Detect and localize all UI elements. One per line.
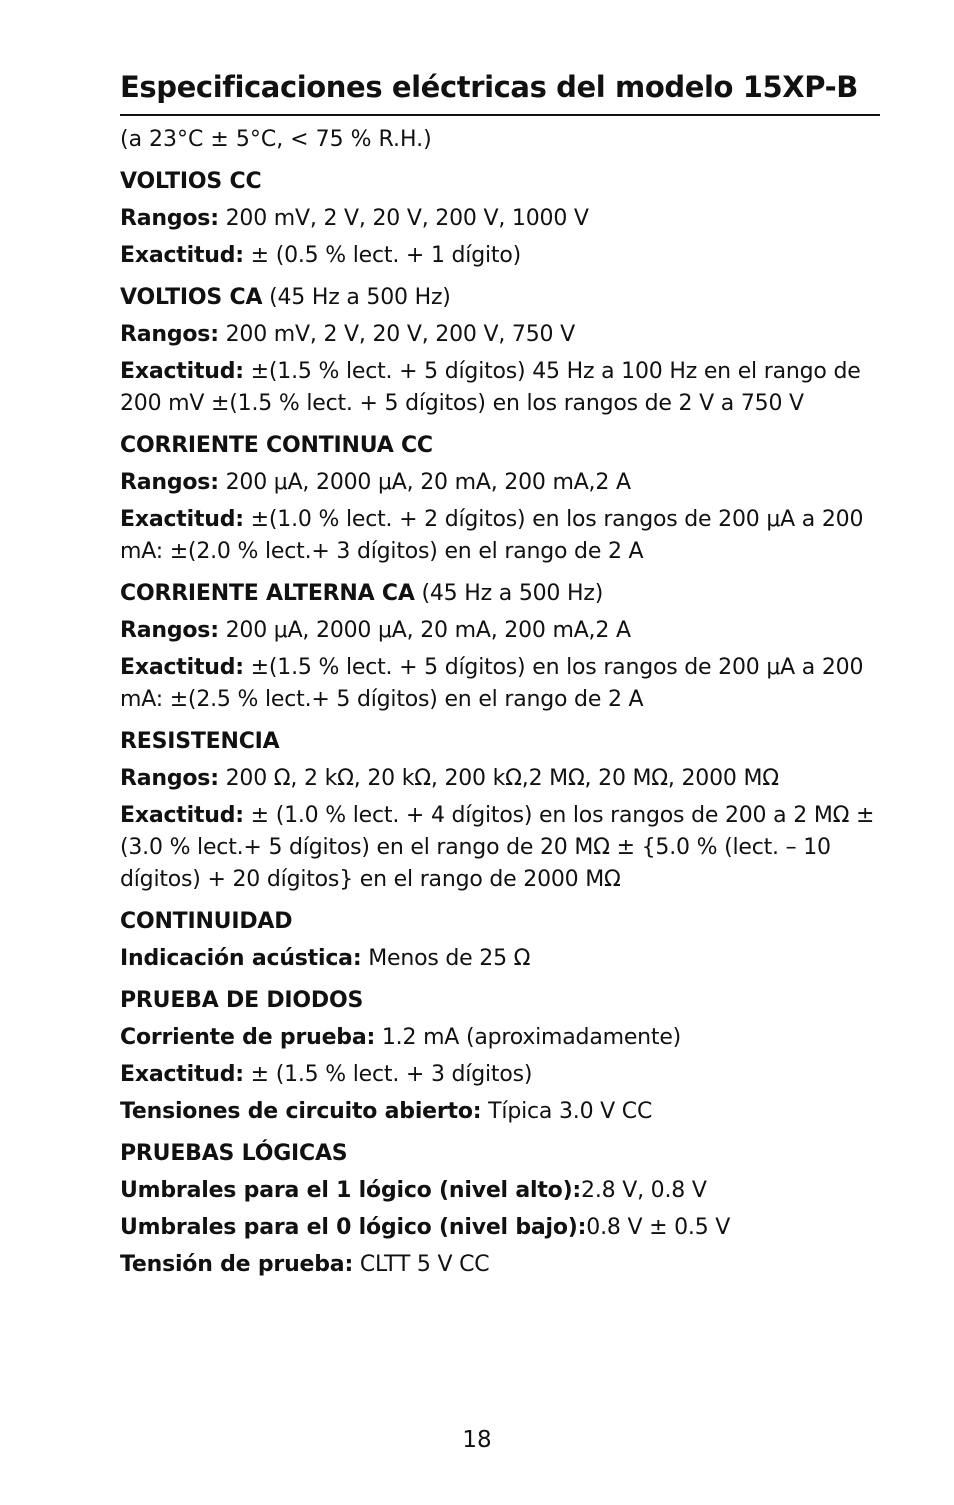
spec-ranges — [120, 615, 880, 647]
spec-accuracy — [120, 504, 880, 568]
section-prueba-diodos — [120, 985, 880, 1128]
section-heading-row — [120, 578, 880, 610]
spec-logic-low — [120, 1212, 880, 1244]
spec-accuracy — [120, 240, 880, 272]
section-heading-note: (45 Hz a 500 Hz) — [262, 285, 451, 310]
spec-label: Tensión de prueba: — [120, 1252, 354, 1277]
page-title: Especificaciones eléctricas del modelo 15XP-B — [120, 70, 858, 104]
section-voltios-ca — [120, 282, 880, 420]
spec-label: Rangos: — [120, 618, 219, 643]
spec-label: Rangos: — [120, 766, 219, 791]
spec-value: 200 mV, 2 V, 20 V, 200 V, 1000 V — [218, 206, 589, 231]
spec-label: Umbrales para el 1 lógico (nivel alto): — [120, 1178, 582, 1203]
spec-label: Exactitud: — [120, 1062, 244, 1087]
section-heading: CORRIENTE ALTERNA CA — [120, 581, 415, 606]
spec-ranges — [120, 763, 880, 795]
spec-open-circuit — [120, 1096, 880, 1128]
section-pruebas-logicas — [120, 1138, 880, 1281]
spec-value: ± (0.5 % lect. + 1 dígito) — [243, 243, 521, 268]
spec-value: 200 Ω, 2 kΩ, 20 kΩ, 200 kΩ,2 MΩ, 20 MΩ, 2000 MΩ — [218, 766, 779, 791]
spec-label: Rangos: — [120, 206, 219, 231]
spec-value: Típica 3.0 V CC — [481, 1099, 653, 1124]
spec-test-current — [120, 1022, 880, 1054]
spec-label: Tensiones de circuito abierto: — [120, 1099, 482, 1124]
section-heading: VOLTIOS CC — [120, 169, 262, 194]
section-voltios-cc — [120, 166, 880, 272]
spec-label: Exactitud: — [120, 803, 244, 828]
spec-logic-high — [120, 1175, 880, 1207]
spec-value: ± (1.5 % lect. + 3 dígitos) — [243, 1062, 533, 1087]
spec-value: ± (1.0 % lect. + 4 dígitos) en los rangos de 200 a 2 MΩ ± (3.0 % lect.+ 5 dígitos) en el rango de 20 MΩ ± {5.0 % (lect. – 10 dígitos) + 20 dígitos} en el rango de 2000 MΩ — [120, 803, 875, 892]
spec-accuracy — [120, 800, 880, 896]
spec-ranges — [120, 467, 880, 499]
section-heading: PRUEBAS LÓGICAS — [120, 1141, 348, 1166]
spec-accuracy — [120, 1059, 880, 1091]
page-number: 18 — [462, 1427, 492, 1453]
section-heading: CORRIENTE CONTINUA CC — [120, 433, 433, 458]
spec-value: 1.2 mA (aproximadamente) — [375, 1025, 682, 1050]
spec-accuracy — [120, 356, 880, 420]
section-corriente-alterna — [120, 578, 880, 716]
spec-test-voltage — [120, 1249, 880, 1281]
section-heading-note: (45 Hz a 500 Hz) — [414, 581, 604, 606]
test-conditions: (a 23°C ± 5°C, < 75 % R.H.) — [120, 127, 432, 152]
spec-label: Umbrales para el 0 lógico (nivel bajo): — [120, 1215, 587, 1240]
spec-accuracy — [120, 652, 880, 716]
spec-label: Exactitud: — [120, 243, 244, 268]
section-resistencia — [120, 726, 880, 896]
spec-value: Menos de 25 Ω — [361, 946, 531, 971]
spec-value: 2.8 V, 0.8 V — [581, 1178, 707, 1203]
spec-value: ±(1.5 % lect. + 5 dígitos) 45 Hz a 100 Hz en el rango de 200 mV ±(1.5 % lect. + 5 dígitos) en los rangos de 2 V a 750 V — [120, 359, 861, 416]
section-heading: PRUEBA DE DIODOS — [120, 988, 364, 1013]
spec-label: Exactitud: — [120, 507, 244, 532]
section-heading: VOLTIOS CA — [120, 285, 263, 310]
spec-ranges — [120, 203, 880, 235]
title-divider — [120, 114, 880, 116]
spec-label: Exactitud: — [120, 655, 244, 680]
spec-value: 0.8 V ± 0.5 V — [586, 1215, 731, 1240]
section-continuidad — [120, 906, 880, 975]
spec-label: Exactitud: — [120, 359, 244, 384]
section-corriente-continua — [120, 430, 880, 568]
spec-value: CLTT 5 V CC — [353, 1252, 490, 1277]
section-heading-row — [120, 282, 880, 314]
spec-label: Indicación acústica: — [120, 946, 362, 971]
spec-value: 200 μA, 2000 μA, 20 mA, 200 mA,2 A — [218, 470, 631, 495]
spec-value: 200 mV, 2 V, 20 V, 200 V, 750 V — [218, 322, 575, 347]
spec-page — [120, 68, 880, 1291]
spec-label: Corriente de prueba: — [120, 1025, 376, 1050]
spec-value: 200 μA, 2000 μA, 20 mA, 200 mA,2 A — [218, 618, 631, 643]
section-heading: RESISTENCIA — [120, 729, 280, 754]
spec-ranges — [120, 319, 880, 351]
spec-value: ±(1.0 % lect. + 2 dígitos) en los rangos de 200 μA a 200 mA: ±(2.0 % lect.+ 3 dígitos) en el rango de 2 A — [120, 507, 864, 564]
section-heading: CONTINUIDAD — [120, 909, 293, 934]
spec-beep — [120, 943, 880, 975]
spec-value: ±(1.5 % lect. + 5 dígitos) en los rangos de 200 μA a 200 mA: ±(2.5 % lect.+ 5 dígitos) en el rango de 2 A — [120, 655, 864, 712]
spec-label: Rangos: — [120, 470, 219, 495]
spec-label: Rangos: — [120, 322, 219, 347]
